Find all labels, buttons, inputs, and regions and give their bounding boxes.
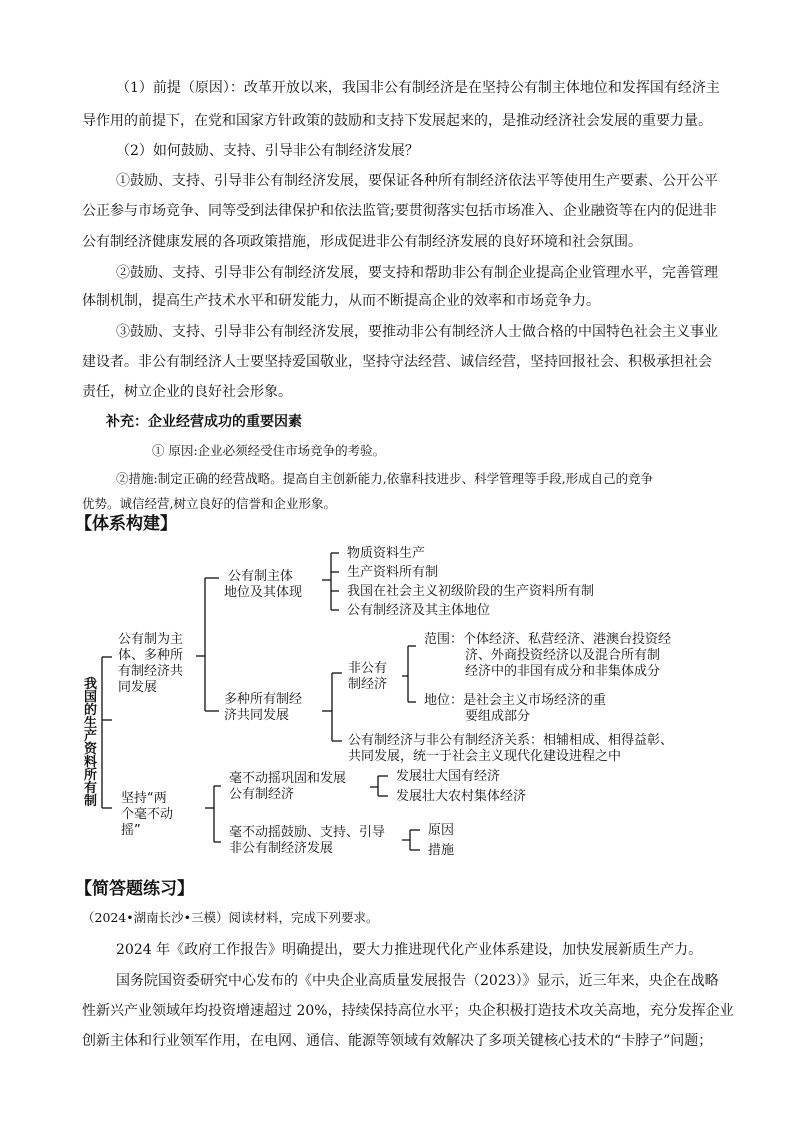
- diagram-root-char: 制: [84, 794, 98, 809]
- paragraph-point3-line3: 责任，树立企业的良好社会形象。: [82, 384, 292, 400]
- diagram-consolidate-public: 毫不动摇巩固和发展: [229, 771, 347, 786]
- practice-material2-line3: 创新主体和行业领军作用，在电网、通信、能源等领域有效解决了多项关键核心技术的“卡脖子”问题；: [82, 1033, 713, 1049]
- diagram-consolidate-item: 发展壮大国有经济: [396, 769, 501, 784]
- supplement-title: 补充：企业经营成功的重要因素: [106, 414, 302, 430]
- diagram-encourage-item: 措施: [428, 843, 455, 858]
- diagram-nonpublic-status: 地位：是社会主义市场经济的重: [424, 693, 607, 708]
- diagram-nonpublic: 制经济: [348, 677, 388, 692]
- paragraph-premise-line2: 导作用的前提下，在党和国家方针政策的鼓励和支持下发展起来的，是推动经济社会发展的重要力量。: [82, 113, 712, 129]
- paragraph-point3-line2: 建设者。非公有制经济人士要坚持爱国敬业，坚持守法经营、诚信经营，坚持回报社会、积极承担社会: [82, 354, 712, 370]
- practice-material1: 2024 年《政府工作报告》明确提出，要大力推进现代化产业体系建设，加快发展新质生产力。: [116, 942, 703, 958]
- diagram-nonpublic-scope: 范围：个体经济、私营经济、港澳台投资经: [424, 632, 672, 647]
- diagram-consolidate-public: 公有制经济: [229, 787, 295, 802]
- supplement-reason: ① 原因:企业必须经受住市场竞争的考验。: [152, 443, 386, 458]
- diagram-root-char: 我: [84, 677, 98, 692]
- diagram-nonpublic-status: 要组成部分: [465, 709, 531, 724]
- paragraph-point1-line2: 公正参与市场竞争、同等受到法律保护和依法监管;要贯彻落实包括市场准入、企业融资等在内的促进非: [82, 203, 717, 219]
- diagram-root-char: 的: [84, 703, 98, 718]
- diagram-public-item: 公有制经济及其主体地位: [347, 603, 491, 618]
- paragraph-question: （2）如何鼓励、支持、引导非公有制经济发展？: [116, 143, 419, 159]
- practice-material2-line1: 国务院国资委研究中心发布的《中央企业高质量发展报告（2023）》显示，近三年来，央企在战略: [116, 973, 719, 989]
- paragraph-point2-line2: 体制机制，提高生产技术水平和研发能力，从而不断提高企业的效率和市场竞争力。: [82, 293, 600, 309]
- diagram-branch2-line: 摇”: [121, 823, 141, 838]
- paragraph-point1-line3: 公有制经济健康发展的各项政策措施，形成促进非公有制经济发展的良好环境和社会氛围。: [82, 234, 642, 250]
- diagram-encourage-nonpublic: 毫不动摇鼓励、支持、引导: [229, 825, 386, 840]
- paragraph-premise-line1: （1）前提（原因）：改革开放以来，我国非公有制经济是在坚持公有制主体地位和发挥国有经济主: [116, 80, 720, 96]
- diagram-branch2-line: 坚持“两: [121, 791, 167, 806]
- diagram-multi-ownership: 多种所有制经: [224, 692, 303, 707]
- diagram-root-char: 有: [84, 781, 98, 796]
- practice-material2-line2: 性新兴产业领域年均投资增速超过 20%，持续保持高位水平；央企积极打造技术攻关高地，充分发挥企业: [82, 1003, 734, 1019]
- diagram-branch1-line: 同发展: [118, 680, 158, 695]
- diagram-encourage-nonpublic: 非公有制经济发展: [229, 841, 334, 856]
- paragraph-point1-line1: ①鼓励、支持、引导非公有制经济发展，要保证各种所有制经济依法平等使用生产要素、公开公平: [116, 173, 718, 189]
- diagram-root-char: 生: [84, 716, 98, 731]
- diagram-relationship: 共同发展，统一于社会主义现代化建设进程之中: [348, 749, 622, 764]
- diagram-public-item: 生产资料所有制: [347, 565, 439, 580]
- diagram-root-char: 所: [84, 768, 98, 783]
- supplement-measure-line1: ②措施:制定正确的经营战略。提高自主创新能力,依靠科技进步、科学管理等手段,形成自己的竞争: [116, 471, 654, 486]
- diagram-encourage-item: 原因: [428, 823, 455, 838]
- diagram-nonpublic-scope: 济、外商投资经济以及混合所有制: [465, 648, 661, 663]
- heading-system-construction: 【体系构建】: [75, 514, 177, 534]
- diagram-root-char: 资: [84, 742, 98, 757]
- diagram-consolidate-item: 发展壮大农村集体经济: [396, 789, 527, 804]
- diagram-root-char: 料: [84, 755, 98, 770]
- diagram-nonpublic: 非公有: [348, 661, 388, 676]
- heading-practice: 【简答题练习】: [75, 879, 194, 899]
- diagram-public-dominant: 地位及其体现: [224, 585, 303, 600]
- supplement-measure-line2: 优势。诚信经营,树立良好的信誉和企业形象。: [82, 496, 336, 511]
- diagram-multi-ownership: 济共同发展: [224, 708, 290, 723]
- diagram-branch1-line: 有制经济共: [118, 664, 184, 679]
- diagram-public-item: 我国在社会主义初级阶段的生产资料所有制: [347, 584, 595, 599]
- paragraph-point3-line1: ③鼓励、支持、引导非公有制经济发展，要推动非公有制经济人士做合格的中国特色社会主义事业: [116, 324, 718, 340]
- diagram-branch2-line: 个毫不动: [121, 807, 174, 822]
- diagram-root-char: 产: [84, 729, 98, 744]
- diagram-root-char: 国: [84, 690, 98, 705]
- paragraph-point2-line1: ②鼓励、支持、引导非公有制经济发展，要支持和帮助非公有制企业提高企业管理水平，完善管理: [116, 265, 718, 281]
- diagram-relationship: 公有制经济与非公有制经济关系：相辅相成、相得益彰、: [348, 733, 674, 748]
- diagram-nonpublic-scope: 经济中的非国有成分和非集体成分: [465, 664, 661, 679]
- diagram-public-dominant: 公有制主体: [228, 569, 294, 584]
- practice-source: （2024•湖南长沙•三模）阅读材料，完成下列要求。: [82, 910, 379, 925]
- diagram-public-item: 物质资料生产: [347, 546, 426, 561]
- diagram-branch1-line: 体、多种所: [118, 648, 184, 663]
- diagram-branch1-line: 公有制为主: [118, 632, 184, 647]
